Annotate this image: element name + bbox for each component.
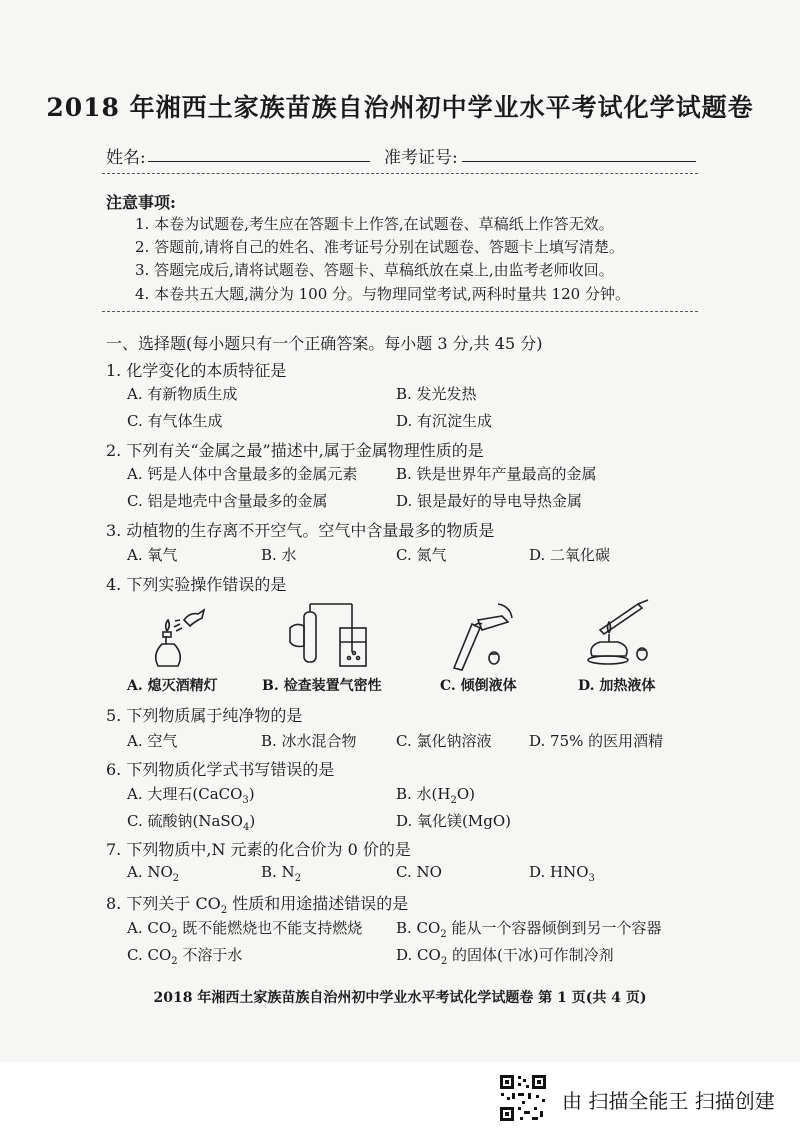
option-c: C. $CO_2$ 不溶于水 (127, 946, 243, 967)
option-a: A. 大理石(CaCO$_3$) (127, 785, 255, 806)
option-a: A. $NO_2$ (127, 863, 180, 884)
question-stem: 3. 动植物的生存离不开空气。空气中含量最多的物质是 (106, 521, 495, 540)
option-d: D. $CO_2$ 的固体(干冰)可作制冷剂 (396, 946, 614, 967)
option-b: B. 水 (261, 546, 297, 564)
option-d: D. 氧化镁(MgO) (396, 812, 511, 830)
option-c: C. 氯化钠溶液 (396, 732, 492, 750)
figure-caption-a: A. 熄灭酒精灯 (127, 678, 218, 694)
divider-dashed (102, 173, 698, 174)
option-b: B. 铁是世界年产量最高的金属 (396, 465, 597, 483)
option-b: B. $CO_2$ 能从一个容器倾倒到另一个容器 (396, 919, 662, 940)
exam-id-label: 准考证号: (384, 148, 458, 168)
figure-caption-b: B. 检查装置气密性 (262, 678, 382, 694)
question-stem: 8. 下列关于 $CO_2$ 性质和用途描述错误的是 (106, 894, 409, 917)
qr-code-icon (498, 1073, 548, 1123)
question-stem: 4. 下列实验操作错误的是 (106, 575, 287, 594)
option-c: C. 硫酸钠(NaSO$_4$) (127, 812, 256, 833)
notes-heading: 注意事项: (106, 193, 176, 212)
section-title: 一、选择题(每小题只有一个正确答案。每小题 3 分,共 45 分) (106, 334, 543, 353)
question-stem: 6. 下列物质化学式书写错误的是 (106, 760, 335, 779)
name-fill-line[interactable] (148, 161, 370, 162)
pouring-liquid-figure (438, 598, 528, 672)
option-d: D. 有沉淀生成 (396, 412, 493, 430)
option-d: D. 75% 的医用酒精 (529, 732, 664, 750)
option-d: D. $HNO_3$ (529, 863, 595, 884)
name-label: 姓名: (106, 148, 146, 168)
option-b: B. 水$(H_2O)$ (396, 785, 476, 806)
exam-id-fill-line[interactable] (462, 161, 696, 162)
page-footer: 2018 年湘西土家族苗族自治州初中学业水平考试化学试题卷 第 1 页(共 4 页) (153, 990, 647, 1006)
note-item: 2. 答题前,请将自己的姓名、准考证号分别在试题卷、答题卡上填写清楚。 (135, 238, 624, 256)
option-a: A. 氧气 (127, 546, 178, 564)
question-stem: 2. 下列有关“金属之最”描述中,属于金属物理性质的是 (106, 441, 484, 460)
note-item: 3. 答题完成后,请将试题卷、答题卡、草稿纸放在桌上,由监考老师收回。 (135, 261, 614, 279)
option-a: A. 空气 (127, 732, 178, 750)
question-stem: 5. 下列物质属于纯净物的是 (106, 706, 303, 725)
option-b: B. 发光发热 (396, 385, 477, 403)
option-b: B. $N_2$ (261, 863, 302, 884)
alcohol-lamp-blow-figure (140, 600, 230, 672)
note-item: 1. 本卷为试题卷,考生应在答题卡上作答,在试题卷、草稿纸上作答无效。 (135, 215, 614, 233)
option-d: D. 银是最好的导电导热金属 (396, 492, 583, 510)
figure-caption-d: D. 加热液体 (578, 678, 656, 694)
option-a: A. 有新物质生成 (127, 385, 238, 403)
option-d: D. 二氧化碳 (529, 546, 611, 564)
option-c: C. 铝是地壳中含量最多的金属 (127, 492, 328, 510)
divider-dashed (102, 311, 698, 312)
option-a: A. $CO_2$ 既不能燃烧也不能支持燃烧 (127, 919, 363, 940)
note-item: 4. 本卷共五大题,满分为 100 分。与物理同堂考试,两科时量共 120 分钟。 (135, 285, 630, 303)
option-c: C. NO (396, 863, 442, 881)
figure-caption-c: C. 倾倒液体 (440, 678, 517, 694)
option-a: A. 钙是人体中含量最多的金属元素 (127, 465, 358, 483)
exam-title: 2018 年湘西土家族苗族自治州初中学业水平考试化学试题卷 (46, 93, 754, 122)
heating-liquid-figure (578, 596, 668, 672)
question-stem: 1. 化学变化的本质特征是 (106, 361, 287, 380)
option-c: C. 有气体生成 (127, 412, 223, 430)
option-c: C. 氮气 (396, 546, 447, 564)
camscanner-watermark: 由 扫描全能王 扫描创建 (562, 1089, 775, 1113)
airtightness-check-figure (282, 598, 382, 672)
question-stem: 7. 下列物质中,N 元素的化合价为 0 价的是 (106, 840, 411, 859)
option-b: B. 冰水混合物 (261, 732, 357, 750)
